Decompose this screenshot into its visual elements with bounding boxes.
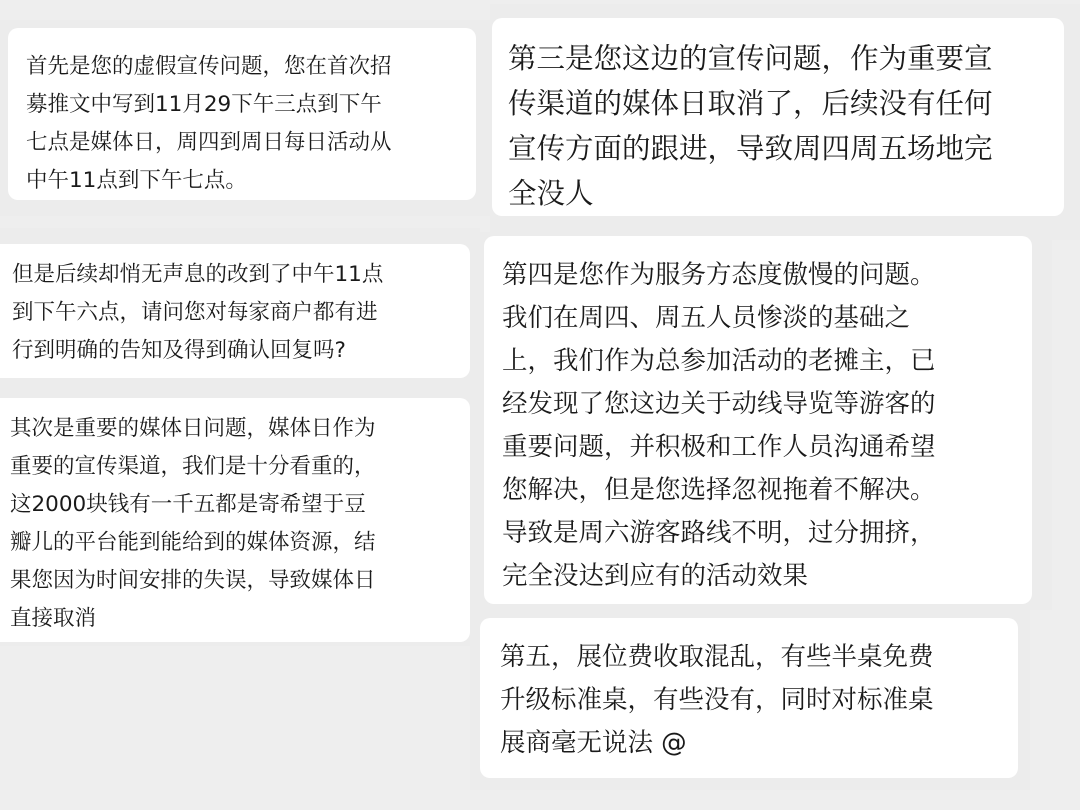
message-bubble-publicity	[492, 18, 1064, 216]
message-bubble-time-change	[0, 244, 470, 378]
message-bubble-media-day	[0, 398, 470, 642]
message-text: 首先是您的虚假宣传问题，您在首次招 募推文中写到11月29下午三点到下午 七点是媒体日，周四到周日每日活动从 中午11点到下午七点。	[26, 54, 392, 193]
message-text: 其次是重要的媒体日问题，媒体日作为 重要的宣传渠道，我们是十分看重的， 这2000块钱有一千五都是寄希望于豆 瓣儿的平台能到能给到的媒体资源，结 果您因为时间安排的失误，导致媒体日 直接取消	[10, 416, 376, 631]
message-bubble-service-attitude	[484, 236, 1032, 604]
message-text: 第五，展位费收取混乱，有些半桌免费 升级标准桌，有些没有，同时对标准桌 展商毫无说法 @	[500, 642, 934, 758]
message-text: 但是后续却悄无声息的改到了中午11点 到下午六点，请问您对每家商户都有进 行到明确的告知及得到确认回复吗?	[12, 262, 384, 363]
message-bubble-booth-fee	[480, 618, 1018, 778]
message-bubble-false-advertising	[8, 28, 476, 200]
message-text: 第四是您作为服务方态度傲慢的问题。 我们在周四、周五人员惨淡的基础之 上，我们作为总参加活动的老摊主，已 经发现了您这边关于动线导览等游客的 重要问题，并积极和工作人员沟通希望 您解决，但是您选择忽视拖着不解决。 导致是周六游客路线不明，过分拥挤， 完全没达到应有的活动效果	[502, 260, 936, 591]
message-text: 第三是您这边的宣传问题，作为重要宣 传渠道的媒体日取消了，后续没有任何 宣传方面的跟进，导致周四周五场地完 全没人	[508, 42, 993, 210]
